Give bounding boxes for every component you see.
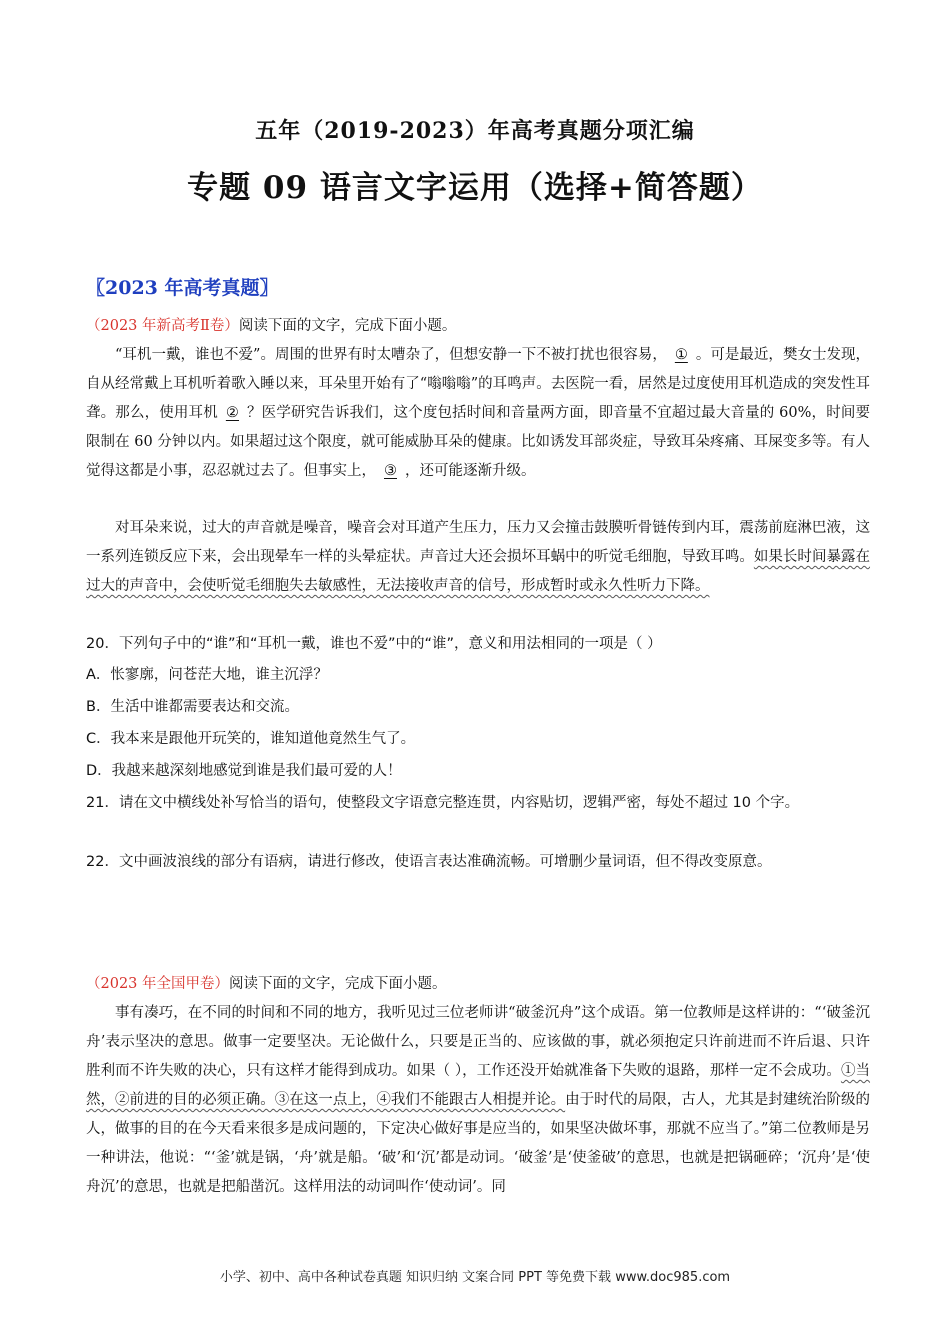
blank-2: ② [225,405,240,421]
p2-1-wavy-sentence: ①当然，②前进的目的必须正确。③在这一点上，④我们不能跟古人相提并论。 [86,1063,871,1108]
question-20: 20．下列句子中的“谁”和“耳机一戴，谁也不爱”中的“谁”，意义和用法相同的一项是（ ） [86,636,662,652]
section-heading: 〖2023 年高考真题〗 [86,277,279,299]
p2-wavy-sentence: 如果长时间暴露在过大的声音中，会使听觉毛细胞失去敏感性，无法接收声音的信号，形成暂时或永久性听力下降。 [86,549,871,594]
p2-1-text-b: 由于时代的局限，古人，尤其是封建统治阶级的人，做事的目的在今天看来很多是成问题的，下定决心做好事是应当的，如果坚决做坏事，那就不应当了。”第二位教师是另一种讲法，他说：“‘釜’就是锅，‘舟’就是船。‘破’和‘沉’都是动词。‘破釜’是‘使釜破’的意思，也就是把锅砸碎；‘沉舟’是‘使舟沉’的意思，也就是把船凿沉。这样用法的动词叫作‘使动词’。同 [86,1092,871,1195]
passage1-source: （2023 年新高考Ⅱ卷） [86,318,239,334]
p1-text-c: ？医学研究告诉我们，这个度包括时间和音量两方面，即音量不宜超过最大音量的 60%，时间要限制在 60 分钟以内。如果超过这个限度，就可能威胁耳朵的健康。比如诱发耳部炎症，导致耳朵疼痛、耳屎变多等。有人觉得这都是小事，忍忍就过去了。但事实上， [86,405,871,479]
q20-option-d: D．我越来越深刻地感觉到谁是我们最可爱的人！ [86,763,402,779]
p1-text-b: 。可是最近，樊女士发现，自从经常戴上耳机听着歌入睡以来，耳朵里开始有了“嗡嗡嗡”的耳鸣声。去医院一看，居然是过度使用耳机造成的突发性耳聋。那么，使用耳机 [86,347,871,421]
q20-option-c: C．我本来是跟他开玩笑的，谁知道他竟然生气了。 [86,731,416,747]
blank-3: ③ [384,463,397,479]
question-21: 21．请在文中横线处补写恰当的语句，使整段文字语意完整连贯，内容贴切，逻辑严密，每处不超过 10 个字。 [86,795,800,811]
passage1-paragraph2 [86,514,870,601]
passage2-instruction: 阅读下面的文字，完成下面小题。 [229,976,447,992]
passage1-intro [86,312,870,341]
doc-title-line2: 专题 09 语言文字运用（选择+简答题） [187,170,763,206]
p1-text-a: “耳机一戴，谁也不爱”。周围的世界有时太嘈杂了，但想安静一下不被打扰也很容易， [115,347,667,363]
q20-option-a: A．怅寥廓，问苍茫大地，谁主沉浮？ [86,667,328,683]
passage2-intro [86,970,870,999]
passage2-source: （2023 年全国甲卷） [86,976,230,992]
doc-title-line1: 五年（2019-2023）年高考真题分项汇编 [255,118,695,144]
p1-text-d: ，还可能逐渐升级。 [405,463,536,479]
passage1-paragraph1 [86,341,870,486]
passage1-instruction: 阅读下面的文字，完成下面小题。 [238,318,457,334]
blank-1: ① [674,347,688,363]
question-22: 22．文中画波浪线的部分有语病，请进行修改，使语言表达准确流畅。可增删少量词语，但不得改变原意。 [86,854,772,870]
q20-option-b: B．生活中谁都需要表达和交流。 [86,699,299,715]
passage2-paragraph1 [86,999,870,1202]
p2-1-text-a: 事有凑巧，在不同的时间和不同的地方，我听见过三位老师讲“破釜沉舟”这个成语。第一位教师是这样讲的：“‘破釜沉舟’表示坚决的意思。做事一定要坚决。无论做什么，只要是正当的、应该做的事，就必须抱定只许前进而不许后退、只许胜利而不许失败的决心，只有这样才能得到成功。如果（ ），工作还没开始就准备下失败的退路，那样一定不会成功。 [86,1005,870,1079]
p2-text: 对耳朵来说，过大的声音就是噪音，噪音会对耳道产生压力，压力又会撞击鼓膜听骨链传到内耳，震荡前庭淋巴液，这一系列连锁反应下来，会出现晕车一样的头晕症状。声音过大还会损坏耳蜗中的听觉毛细胞，导致耳鸣。 [86,520,870,565]
page-footer: 小学、初中、高中各种试卷真题 知识归纳 文案合同 PPT 等免费下载 www.doc985.com [219,1270,731,1285]
